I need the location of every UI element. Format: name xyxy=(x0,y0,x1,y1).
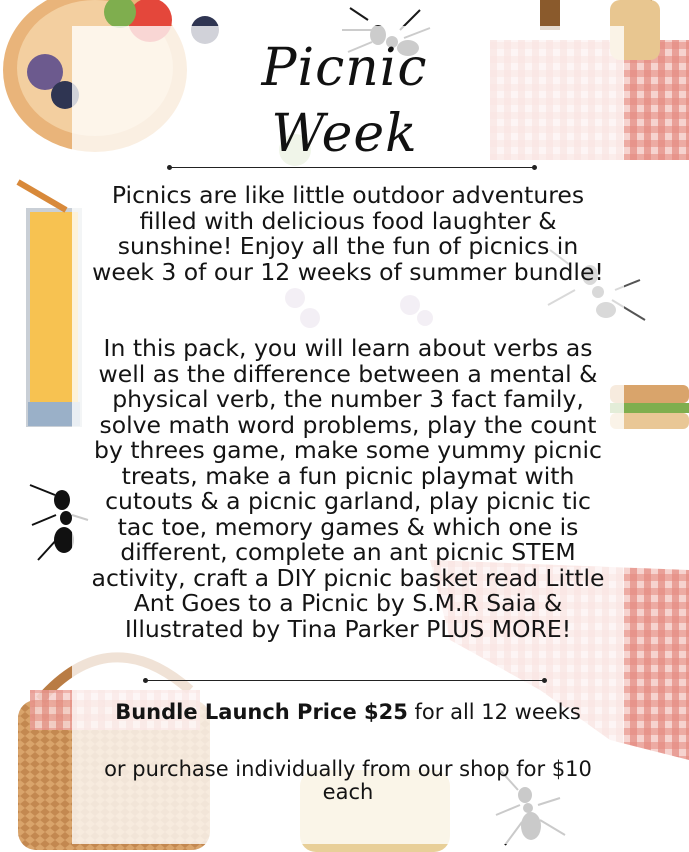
bundle-price xyxy=(100,701,596,724)
bundle-price-label: Bundle Launch Price $25 xyxy=(115,700,408,724)
title-divider xyxy=(170,167,534,168)
bundle-price-detail: for all 12 weeks xyxy=(407,700,581,724)
intro-paragraph: Picnics are like little outdoor adventures filled with delicious food laughter & sunshine! Enjoy all the fun of picnics in week 3 of our 12 weeks of summer bundle! xyxy=(92,181,604,286)
title-line-1: Picnic xyxy=(261,38,428,98)
orange-juice-illustration xyxy=(18,182,80,426)
individual-price: or purchase individually from our shop for $10 each xyxy=(104,757,592,804)
pricing-divider xyxy=(146,680,544,681)
activities-paragraph: In this pack, you will learn about verbs as well as the difference between a mental & physical verb, the number 3 fact family, solve math word problems, play the count by threes game, make some yummy picnic treats, make a fun picnic playmat with cutouts & a picnic garland, play picnic tic tac toe, memory games & which one is different, complete an ant picnic STEM activity, craft a DIY picnic basket read Little Ant Goes to a Picnic by S.M.R Saia & Illustrated by Tina Parker PLUS MORE! xyxy=(91,334,605,643)
title-line-2: Week xyxy=(271,104,418,164)
